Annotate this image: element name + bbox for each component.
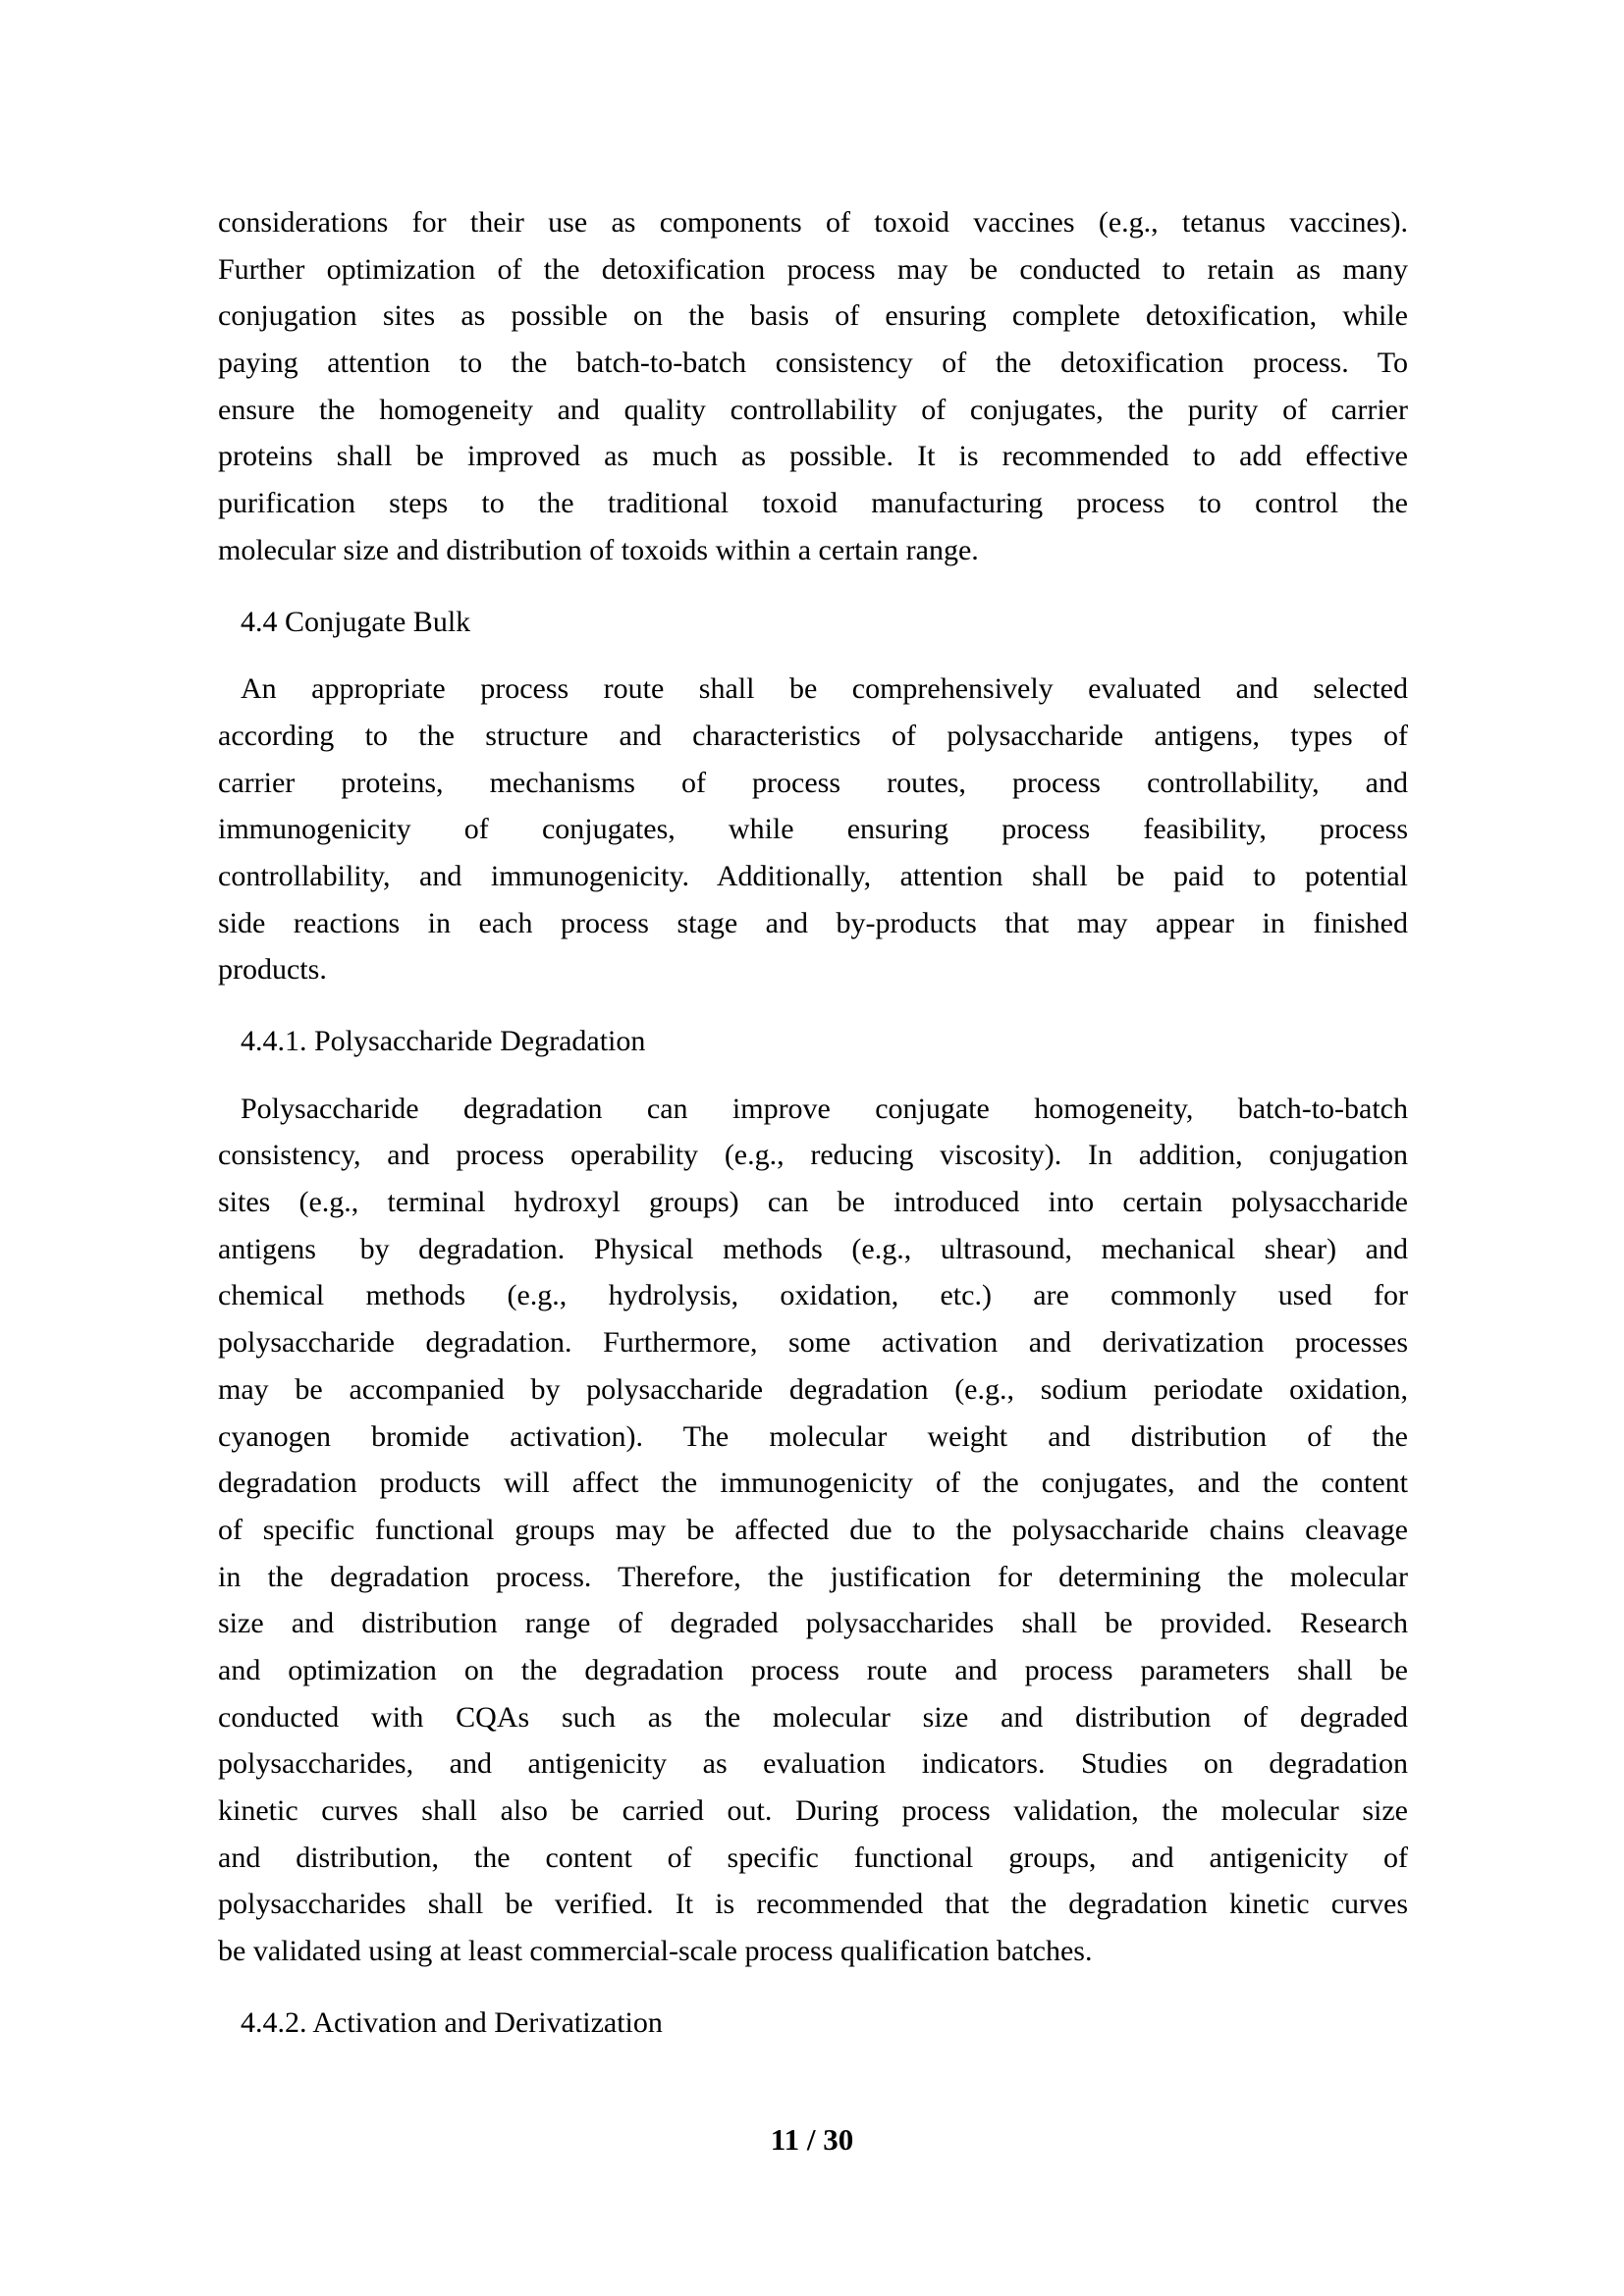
text-line: conducted with CQAs such as the molecular size and distribution of degraded <box>218 1700 1408 1734</box>
section-heading: 4.4.1. Polysaccharide Degradation <box>241 1025 646 1057</box>
text-line: according to the structure and characteristics of polysaccharide antigens, types of <box>218 719 1408 752</box>
text-line: products. <box>218 953 327 987</box>
text-line: Polysaccharide degradation can improve conjugate homogeneity, batch-to-batch <box>241 1092 1408 1125</box>
text-line: ensure the homogeneity and quality controllability of conjugates, the purity of carrier <box>218 393 1408 426</box>
text-line: controllability, and immunogenicity. Additionally, attention shall be paid to potential <box>218 859 1408 892</box>
text-line: of specific functional groups may be affected due to the polysaccharide chains cleavage <box>218 1513 1408 1546</box>
text-line: may be accompanied by polysaccharide degradation (e.g., sodium periodate oxidation, <box>218 1372 1408 1406</box>
text-line: consistency, and process operability (e.g., reducing viscosity). In addition, conjugation <box>218 1139 1408 1172</box>
text-line: proteins shall be improved as much as possible. It is recommended to add effective <box>218 440 1408 473</box>
text-line: carrier proteins, mechanisms of process routes, process controllability, and <box>218 766 1408 799</box>
text-line: polysaccharides, and antigenicity as evaluation indicators. Studies on degradation <box>218 1747 1408 1781</box>
text-line: molecular size and distribution of toxoids within a certain range. <box>218 533 979 566</box>
text-line: side reactions in each process stage and by-products that may appear in finished <box>218 906 1408 939</box>
section-heading: 4.4.2. Activation and Derivatization <box>241 2005 663 2039</box>
section-heading: 4.4 Conjugate Bulk <box>241 605 471 638</box>
document-text-block <box>218 199 1408 2066</box>
text-line: and optimization on the degradation process route and process parameters shall be <box>218 1653 1408 1686</box>
text-line: Further optimization of the detoxification process may be conducted to retain as many <box>218 252 1408 286</box>
text-line: immunogenicity of conjugates, while ensuring process feasibility, process <box>218 813 1408 846</box>
text-line: cyanogen bromide activation). The molecular weight and distribution of the <box>218 1419 1408 1453</box>
text-line: polysaccharide degradation. Furthermore, some activation and derivatization processes <box>218 1326 1408 1360</box>
page-number: 11 / 30 <box>770 2122 854 2157</box>
text-line: conjugation sites as possible on the basis of ensuring complete detoxification, while <box>218 299 1408 333</box>
text-line: degradation products will affect the immunogenicity of the conjugates, and the content <box>218 1467 1408 1500</box>
paragraph <box>218 666 1408 993</box>
text-line: considerations for their use as components of toxoid vaccines (e.g., tetanus vaccines). <box>218 206 1408 239</box>
text-line: An appropriate process route shall be comprehensively evaluated and selected <box>241 672 1408 706</box>
text-line: purification steps to the traditional toxoid manufacturing process to control the <box>218 487 1408 520</box>
text-line: chemical methods (e.g., hydrolysis, oxidation, etc.) are commonly used for <box>218 1279 1408 1312</box>
text-line: in the degradation process. Therefore, the justification for determining the molecular <box>218 1560 1408 1593</box>
text-line: size and distribution range of degraded polysaccharides shall be provided. Research <box>218 1607 1408 1640</box>
text-line: polysaccharides shall be verified. It is recommended that the degradation kinetic curves <box>218 1888 1408 1921</box>
paragraph <box>218 1086 1408 1975</box>
paragraph <box>218 199 1408 574</box>
text-line: kinetic curves shall also be carried out. During process validation, the molecular size <box>218 1794 1408 1827</box>
text-line: paying attention to the batch-to-batch consistency of the detoxification process. To <box>218 347 1408 380</box>
text-line: and distribution, the content of specific functional groups, and antigenicity of <box>218 1841 1408 1874</box>
text-line: sites (e.g., terminal hydroxyl groups) can be introduced into certain polysaccharide <box>218 1186 1408 1219</box>
text-line: be validated using at least commercial-scale process qualification batches. <box>218 1935 1093 1968</box>
text-line: antigens by degradation. Physical methods (e.g., ultrasound, mechanical shear) and <box>218 1232 1408 1265</box>
